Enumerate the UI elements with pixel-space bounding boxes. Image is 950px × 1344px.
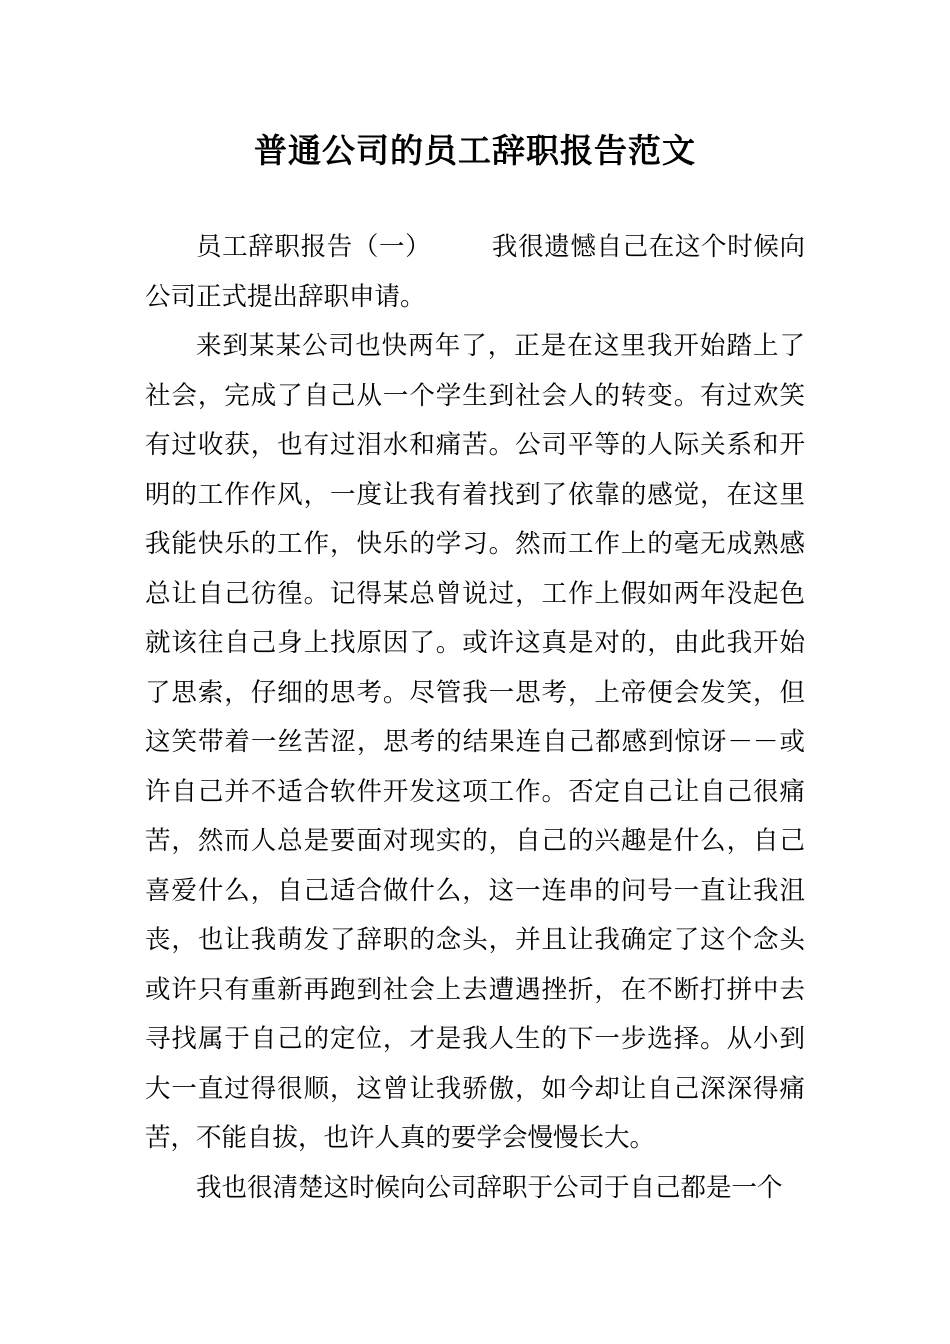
document-title: 普通公司的员工辞职报告范文	[254, 131, 696, 170]
paragraph-3: 我也很清楚这时候向公司辞职于公司于自己都是一个	[196, 1172, 783, 1203]
paragraph-1	[145, 223, 805, 322]
paragraph-1-text: 我很遗憾自己在这个时候向公司正式提出辞职申请。	[145, 232, 805, 312]
section-heading: 员工辞职报告（一）	[196, 232, 432, 262]
paragraph-2: 来到某某公司也快两年了，正是在这里我开始踏上了社会，完成了自己从一个学生到社会人的转变。有过欢笑有过收获，也有过泪水和痛苦。公司平等的人际关系和开明的工作作风，一度让我有着找到了依靠的感觉，在这里我能快乐的工作，快乐的学习。然而工作上的毫无成熟感总让自己彷徨。记得某总曾说过，工作上假如两年没起色就该往自己身上找原因了。或许这真是对的，由此我开始了思索，仔细的思考。尽管我一思考，上帝便会发笑，但这笑带着一丝苦涩，思考的结果连自己都感到惊讶－－或许自己并不适合软件开发这项工作。否定自己让自己很痛苦，然而人总是要面对现实的，自己的兴趣是什么，自己喜爱什么，自己适合做什么，这一连串的问号一直让我沮丧，也让我萌发了辞职的念头，并且让我确定了这个念头或许只有重新再跑到社会上去遭遇挫折，在不断打拼中去寻找属于自己的定位，才是我人生的下一步选择。从小到大一直过得很顺，这曾让我骄傲，如今却让自己深深得痛苦，不能自拔，也许人真的要学会慢慢长大。	[145, 331, 805, 1153]
document-body	[145, 223, 805, 1213]
